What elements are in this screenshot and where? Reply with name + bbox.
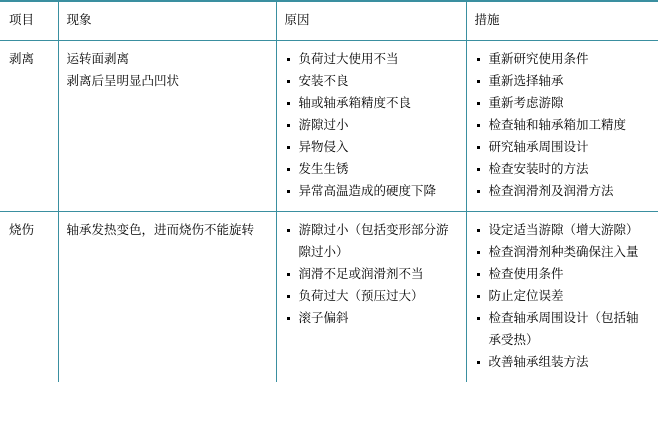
list-item: 检查润滑剂种类确保注入量: [475, 241, 651, 263]
phenomenon-line: 运转面剥离: [66, 51, 130, 66]
list-item: 异常高温造成的硬度下降: [285, 180, 458, 202]
column-header-cause: 原因: [276, 1, 466, 41]
table-header-row: [0, 1, 658, 41]
list-item: 研究轴承周围设计: [475, 136, 651, 158]
cause-list: [285, 48, 458, 202]
phenomenon-line: 剥离后呈明显凸凹状: [66, 73, 180, 88]
list-item: 安装不良: [285, 70, 458, 92]
measure-list: [475, 48, 651, 202]
measure-list: [475, 219, 651, 373]
column-header-item: 项目: [0, 1, 58, 41]
list-item: 重新选择轴承: [475, 70, 651, 92]
table-row: [0, 212, 658, 383]
list-item: 异物侵入: [285, 136, 458, 158]
cell-cause: [276, 41, 466, 212]
cell-phenomenon: [58, 41, 276, 212]
list-item: 重新考虑游隙: [475, 92, 651, 114]
list-item: 防止定位误差: [475, 285, 651, 307]
list-item: 改善轴承组装方法: [475, 351, 651, 373]
cell-item: [0, 41, 58, 212]
column-header-phenomenon: 现象: [58, 1, 276, 41]
item-label: 烧伤: [9, 222, 35, 237]
column-header-measure: 措施: [466, 1, 658, 41]
cell-item: [0, 212, 58, 383]
list-item: 检查安装时的方法: [475, 158, 651, 180]
cell-measure: [466, 41, 658, 212]
table-body: [0, 41, 658, 383]
list-item: 游隙过小: [285, 114, 458, 136]
cell-phenomenon: [58, 212, 276, 383]
list-item: 检查润滑剂及润滑方法: [475, 180, 651, 202]
list-item: 润滑不足或润滑剂不当: [285, 263, 458, 285]
cause-list: [285, 219, 458, 329]
list-item: 检查轴承周围设计（包括轴承受热）: [475, 307, 651, 351]
list-item: 检查轴和轴承箱加工精度: [475, 114, 651, 136]
item-label: 剥离: [9, 51, 35, 66]
list-item: 游隙过小（包括变形部分游隙过小）: [285, 219, 458, 263]
table-header: [0, 1, 658, 41]
list-item: 重新研究使用条件: [475, 48, 651, 70]
table-row: [0, 41, 658, 212]
list-item: 负荷过大（预压过大）: [285, 285, 458, 307]
list-item: 负荷过大使用不当: [285, 48, 458, 70]
cell-measure: [466, 212, 658, 383]
list-item: 设定适当游隙（增大游隙）: [475, 219, 651, 241]
list-item: 轴或轴承箱精度不良: [285, 92, 458, 114]
list-item: 发生生锈: [285, 158, 458, 180]
phenomenon-line: 轴承发热变色，进而烧伤不能旋转: [66, 222, 255, 237]
cell-cause: [276, 212, 466, 383]
list-item: 滚子偏斜: [285, 307, 458, 329]
list-item: 检查使用条件: [475, 263, 651, 285]
